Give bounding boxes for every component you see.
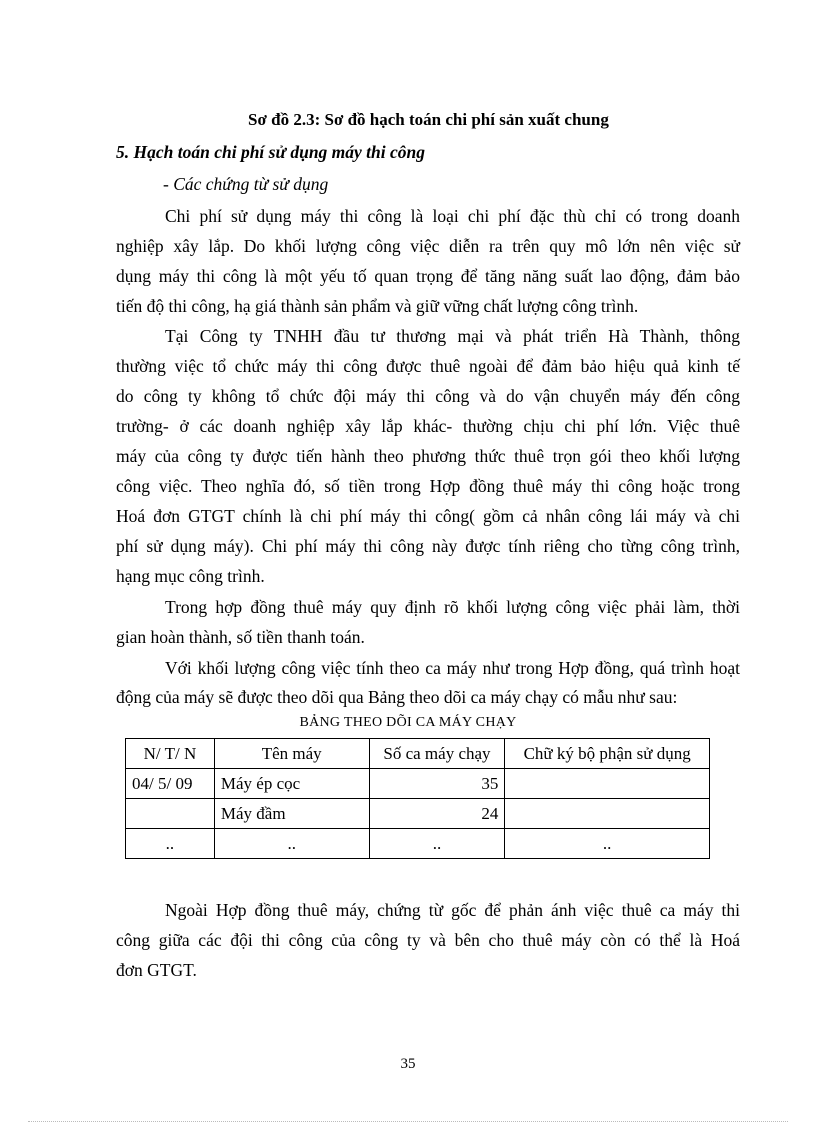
paragraph-2-line-5: máy của công ty được tiến hành theo phương thức thuê trọn gói theo khối lượng	[116, 446, 740, 466]
cell-signature: ..	[505, 829, 710, 859]
figure-caption: Sơ đồ 2.3: Sơ đồ hạch toán chi phí sản xuất chung	[248, 110, 609, 129]
paragraph-2-line-4: trường- ở các doanh nghiệp xây lắp khác- thường chịu chi phí lớn. Việc thuê	[116, 416, 740, 436]
paragraph-2-line-7: Hoá đơn GTGT chính là chi phí máy thi công( gồm cả nhân công lái máy và chi	[116, 506, 740, 526]
cell-machine-name: Máy đầm	[214, 799, 369, 829]
section-title: 5. Hạch toán chi phí sử dụng máy thi công	[116, 142, 426, 162]
table-title: BẢNG THEO DÕI CA MÁY CHẠY	[299, 715, 517, 730]
paragraph-2-line-9: hạng mục công trình.	[116, 566, 265, 586]
cell-date	[126, 799, 215, 829]
header-signature: Chữ ký bộ phận sử dụng	[505, 739, 710, 769]
cell-date: 04/ 5/ 09	[126, 769, 215, 799]
table-row	[126, 829, 710, 859]
cell-date: ..	[126, 829, 215, 859]
paragraph-3-line-1: Trong hợp đồng thuê máy quy định rõ khối lượng công việc phải làm, thời	[165, 597, 740, 617]
cell-shift-count: 35	[369, 769, 505, 799]
paragraph-1-line-2: nghiệp xây lắp. Do khối lượng công việc diễn ra trên quy mô lớn nên việc sử	[116, 236, 740, 256]
paragraph-1-line-3: dụng máy thi công là một yếu tố quan trọng để tăng năng suất lao động, đảm bảo	[116, 266, 740, 286]
machine-shift-table	[125, 738, 710, 859]
subheading: - Các chứng từ sử dụng	[163, 174, 329, 194]
table-header-row	[126, 739, 710, 769]
header-machine-name: Tên máy	[214, 739, 369, 769]
closing-paragraph-line-1: Ngoài Hợp đồng thuê máy, chứng từ gốc để phản ánh việc thuê ca máy thi	[165, 900, 740, 920]
cell-signature	[505, 799, 710, 829]
paragraph-1-line-1: Chi phí sử dụng máy thi công là loại chi phí đặc thù chỉ có trong doanh	[165, 206, 740, 226]
table-row	[126, 769, 710, 799]
paragraph-4-line-2: động của máy sẽ được theo dõi qua Bảng theo dõi ca máy chạy có mẫu như sau:	[116, 687, 678, 707]
closing-paragraph-line-3: đơn GTGT.	[116, 960, 197, 980]
header-date: N/ T/ N	[126, 739, 215, 769]
cell-signature	[505, 769, 710, 799]
paragraph-2-line-3: do công ty không tổ chức đội máy thi công và do vận chuyển máy đến công	[116, 386, 740, 406]
page-bottom-divider	[28, 1121, 788, 1122]
cell-shift-count: 24	[369, 799, 505, 829]
paragraph-2-line-8: phí sử dụng máy). Chi phí máy thi công này được tính riêng cho từng công trình,	[116, 536, 740, 556]
page-number: 35	[400, 1056, 416, 1072]
paragraph-1-line-4: tiến độ thi công, hạ giá thành sản phẩm và giữ vững chất lượng công trình.	[116, 296, 639, 316]
paragraph-3-line-2: gian hoàn thành, số tiền thanh toán.	[116, 627, 365, 647]
closing-paragraph-line-2: công giữa các đội thi công của công ty và bên cho thuê máy còn có thể là Hoá	[116, 930, 740, 950]
cell-machine-name: Máy ép cọc	[214, 769, 369, 799]
paragraph-2-line-6: công việc. Theo nghĩa đó, số tiền trong Hợp đồng thuê máy thi công hoặc trong	[116, 476, 740, 496]
header-shift-count: Số ca máy chạy	[369, 739, 505, 769]
cell-machine-name: ..	[214, 829, 369, 859]
table-row	[126, 799, 710, 829]
paragraph-2-line-2: thường việc tổ chức máy thi công được thuê ngoài để đảm bảo hiệu quả kinh tế	[116, 356, 740, 376]
paragraph-4-line-1: Với khối lượng công việc tính theo ca máy như trong Hợp đồng, quá trình hoạt	[165, 658, 740, 678]
paragraph-2-line-1: Tại Công ty TNHH đầu tư thương mại và phát triển Hà Thành, thông	[165, 326, 740, 346]
cell-shift-count: ..	[369, 829, 505, 859]
